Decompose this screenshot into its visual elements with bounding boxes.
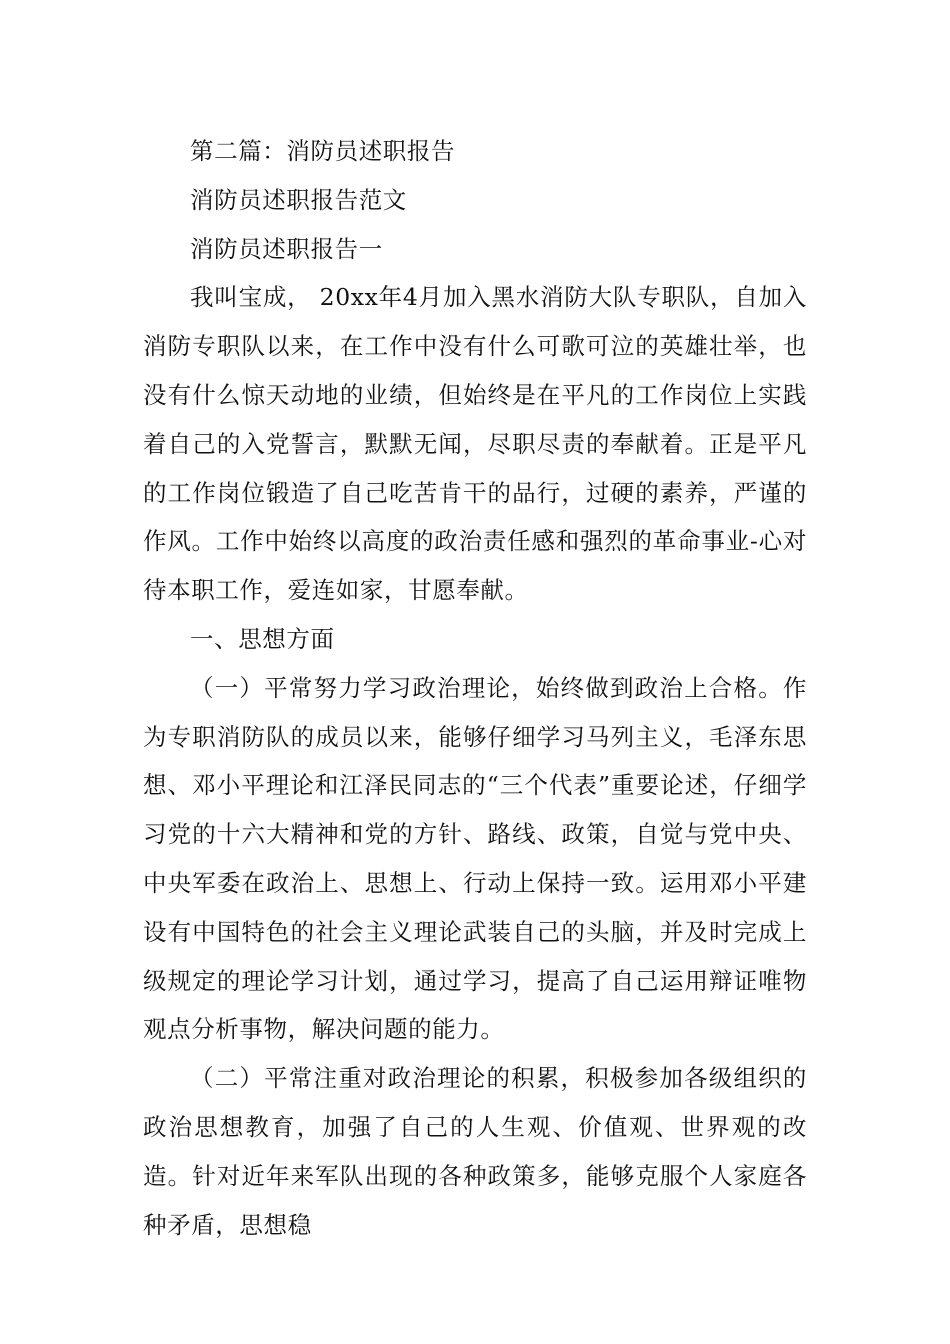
intro-paragraph: 我叫宝成， 20xx年4月加入黑水消防大队专职队，自加入消防专职队以来，在工作中没有什么可歌可泣的英雄壮举，也没有什么惊天动地的业绩，但始终是在平凡的工作岗位上实践着自己的入党誓言，默默无闻，尽职尽责的奉献着。正是平凡的工作岗位锻造了自己吃苦肯干的品行，过硬的素养，严谨的作风。工作中始终以高度的政治责任感和强烈的革命事业-心对待本职工作，爱连如家，甘愿奉献。 [143,283,807,605]
report-subtitle: 消防员述职报告一 [190,234,383,263]
document-title: 消防员述职报告范文 [190,185,407,214]
paragraph-point-2: （二）平常注重对政治理论的积累，积极参加各级组织的政治思想教育，加强了自己的人生观、价值观、世界观的改造。针对近年来军队出现的各种政策多，能够克服个人家庭各种矛盾，思想稳 [143,1064,807,1239]
part-heading: 第二篇：消防员述职报告 [190,137,456,165]
section-heading-thought: 一、思想方面 [190,624,335,653]
document-body [143,127,807,1249]
paragraph-point-1: （一）平常努力学习政治理论，始终做到政治上合格。作为专职消防队的成员以来，能够仔细学习马列主义，毛泽东思想、邓小平理论和江泽民同志的“三个代表”重要论述，仔细学习党的十六大精神和党的方针、路线、政策，自觉与党中央、中央军委在政治上、思想上、行动上保持一致。运用邓小平建设有中国特色的社会主义理论武装自己的头脑，并及时完成上级规定的理论学习计划，通过学习，提高了自己运用辩证唯物观点分析事物，解决问题的能力。 [143,673,807,1044]
